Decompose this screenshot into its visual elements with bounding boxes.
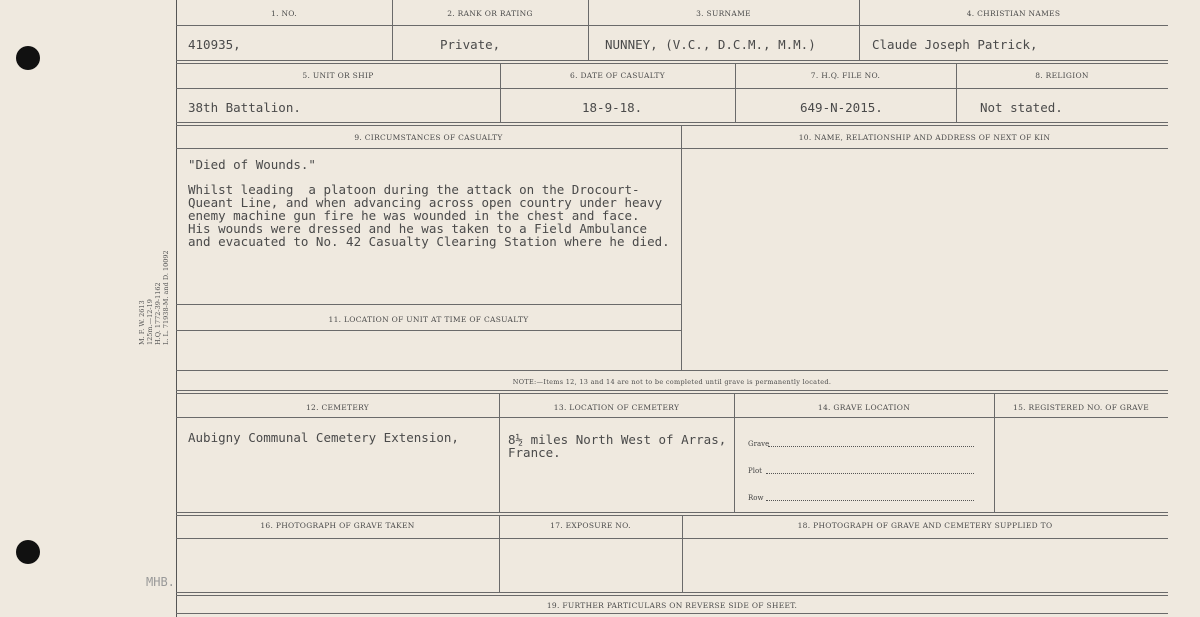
value-no: 410935,	[188, 37, 241, 52]
header-christian-names: 4. CHRISTIAN NAMES	[966, 9, 1061, 18]
header-location-cemetery: 13. LOCATION OF CEMETERY	[553, 403, 680, 412]
value-cemetery: Aubigny Communal Cemetery Extension,	[188, 430, 459, 445]
header-unit: 5. UNIT OR SHIP	[302, 71, 374, 80]
value-hq-file: 649-N-2015.	[800, 100, 883, 115]
circumstances-title: "Died of Wounds."	[188, 157, 316, 172]
header-surname: 3. SURNAME	[696, 9, 751, 18]
header-circumstances: 9. CIRCUMSTANCES OF CASUALTY	[354, 133, 503, 142]
value-date: 18-9-18.	[582, 100, 643, 115]
header-no: 1. NO.	[271, 9, 297, 18]
header-hq-file: 7. H.Q. FILE NO.	[810, 71, 881, 80]
value-religion: Not stated.	[980, 100, 1063, 115]
punch-hole-bottom	[16, 540, 40, 564]
grave-field-label: Grave	[748, 440, 770, 448]
header-location-unit: 11. LOCATION OF UNIT AT TIME OF CASUALTY	[328, 315, 529, 324]
plot-field-label: Plot	[748, 467, 762, 475]
punch-hole-top	[16, 46, 40, 70]
header-registered-no: 15. REGISTERED NO. OF GRAVE	[1013, 403, 1149, 412]
margin-print-line: H.Q. 1772-39-1162	[154, 282, 162, 345]
margin-print-line: L. L. 71938-M. and D. 10092	[162, 250, 170, 345]
margin-print-line: M. F. W. 2613	[138, 300, 146, 345]
circumstances-line: Queant Line, and when advancing across open country under heavy	[188, 195, 663, 210]
header-exposure: 17. EXPOSURE NO.	[550, 521, 631, 530]
header-date: 6. DATE OF CASUALTY	[570, 71, 665, 80]
note-text: NOTE:—Items 12, 13 and 14 are not to be completed until grave is permanently located.	[512, 378, 832, 386]
header-rank: 2. RANK OR RATING	[447, 9, 533, 18]
header-photo-supplied: 18. PHOTOGRAPH OF GRAVE AND CEMETERY SUPPLIED TO	[797, 521, 1053, 530]
value-cemetery-location-2: France.	[508, 445, 561, 460]
value-surname: NUNNEY, (V.C., D.C.M., M.M.)	[605, 37, 816, 52]
value-cemetery-location-1: 8½ miles North West of Arras,	[508, 432, 727, 447]
circumstances-line: and evacuated to No. 42 Casualty Clearing Station where he died.	[188, 234, 670, 249]
stamp-initials: MHB.	[146, 575, 175, 589]
circumstances-line: Whilst leading a platoon during the attack on the Drocourt-	[188, 182, 640, 197]
row-field-label: Row	[748, 494, 764, 502]
header-photo-taken: 16. PHOTOGRAPH OF GRAVE TAKEN	[260, 521, 415, 530]
header-cemetery: 12. CEMETERY	[305, 403, 370, 412]
header-religion: 8. RELIGION	[1035, 71, 1089, 80]
footer-further-particulars: 19. FURTHER PARTICULARS ON REVERSE SIDE OF SHEET.	[546, 601, 798, 610]
circumstances-line: His wounds were dressed and he was taken to a Field Ambulance	[188, 221, 648, 236]
value-rank: Private,	[440, 37, 501, 52]
circumstances-line: enemy machine gun fire he was wounded in the chest and face.	[188, 208, 640, 223]
margin-print-line: 125m.—12-19	[146, 299, 154, 345]
header-next-of-kin: 10. NAME, RELATIONSHIP AND ADDRESS OF NEXT OF KIN	[798, 133, 1051, 142]
header-grave-location: 14. GRAVE LOCATION	[817, 403, 911, 412]
value-christian-names: Claude Joseph Patrick,	[872, 37, 1038, 52]
value-unit: 38th Battalion.	[188, 100, 301, 115]
